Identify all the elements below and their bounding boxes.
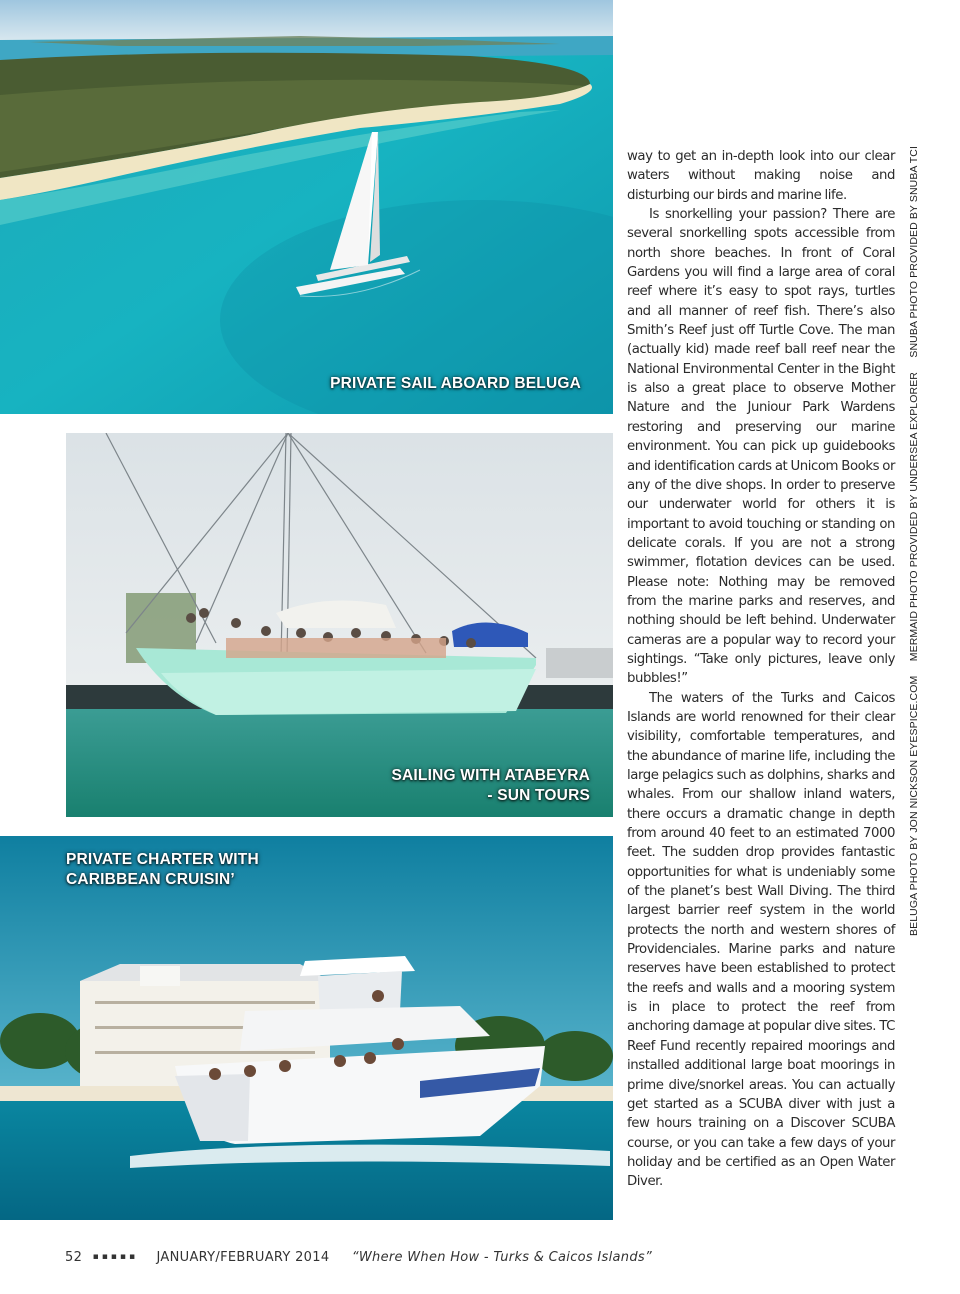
photo-caption: PRIVATE SAIL ABOARD BELUGA bbox=[330, 375, 581, 392]
photo-credit: MERMAID PHOTO PROVIDED BY UNDERSEA EXPLORER bbox=[908, 372, 920, 662]
article-paragraph: The waters of the Turks and Caicos Islands are world renowned for their clear visibility, comfortable temperatures, and the abundance of marine life, including the large pelagics such as dolphins, sharks and whales. From our shallow inland waters, there occurs a dramatic change in depth from around 40 feet to an estimated 7000 feet. The sudden drop provides fantastic opportunities for what is undeniably some of the planet’s best Wall Diving. The third largest barrier reef system in the world protects the north and western shores of Providenciales. Marine parks and nature reserves have been established to protect the reefs and walls and a mooring system is in place to protect the reef from anchoring damage at popular dive sites. TC Reef Fund recently repaired moorings and installed additional large boat moorings in prime dive/snorkel areas. You can actually get started as a SCUBA diver with just a few hours training on a Discover SCUBA course, or you can take a few days of your holiday and be certified as an Open Water Diver. bbox=[627, 690, 895, 1190]
separator-dots: ▪▪▪▪▪ bbox=[92, 1252, 139, 1262]
photo-credit: SNUBA PHOTO PROVIDED BY SNUBA TCI bbox=[908, 146, 920, 358]
article-column bbox=[627, 147, 895, 1192]
issue-date: JANUARY/FEBRUARY 2014 bbox=[156, 1250, 330, 1265]
publication-name: “Where When How - Turks & Caicos Islands” bbox=[351, 1250, 652, 1265]
caption-line: PRIVATE CHARTER WITH bbox=[66, 851, 259, 868]
photo-beluga-aerial bbox=[0, 0, 613, 414]
photo-credit: BELUGA PHOTO BY JON NICKSON EYESPICE.COM bbox=[908, 675, 920, 936]
photo-credits bbox=[905, 146, 923, 936]
photo-charter-catamaran bbox=[0, 836, 613, 1220]
photo-caption bbox=[391, 766, 590, 806]
page-footer bbox=[65, 1250, 652, 1270]
caption-line: - SUN TOURS bbox=[487, 787, 590, 804]
caption-line: CARIBBEAN CRUISIN’ bbox=[66, 871, 235, 888]
photo-atabeyra-dock bbox=[66, 433, 613, 817]
caption-line: SAILING WITH ATABEYRA bbox=[391, 767, 590, 784]
article-paragraph: Is snorkelling your passion? There are several snorkelling spots accessible from north shore beaches. In front of Coral Gardens you will find a large area of coral reef where it’s easy to spot rays, turtles and all manner of reef fish. There’s also Smith’s Reef just off Turtle Cove. The man (actually kid) made reef ball reef near the National Environmental Center in the Bight is also a great place to observe Mother Nature and the Juniour Park Wardens restoring and preserving our marine environment. You can pick up guidebooks and identification cards at Unicom Books or any of the dive shops. In order to preserve our underwater world for others it is important to avoid touching or standing on delicate corals. If you are not a strong swimmer, flotation devices can be used. Please note: Nothing may be removed from the marine parks and reserves, and nothing should be left behind. Underwater cameras are a popular way to record your sightings. “Take only pictures, leave only bubbles!” bbox=[627, 207, 895, 687]
photo-caption bbox=[66, 850, 259, 890]
page-number: 52 bbox=[65, 1250, 83, 1265]
article-paragraph: way to get an in-depth look into our clear waters without making noise and disturbing our birds and marine life. bbox=[627, 149, 895, 203]
